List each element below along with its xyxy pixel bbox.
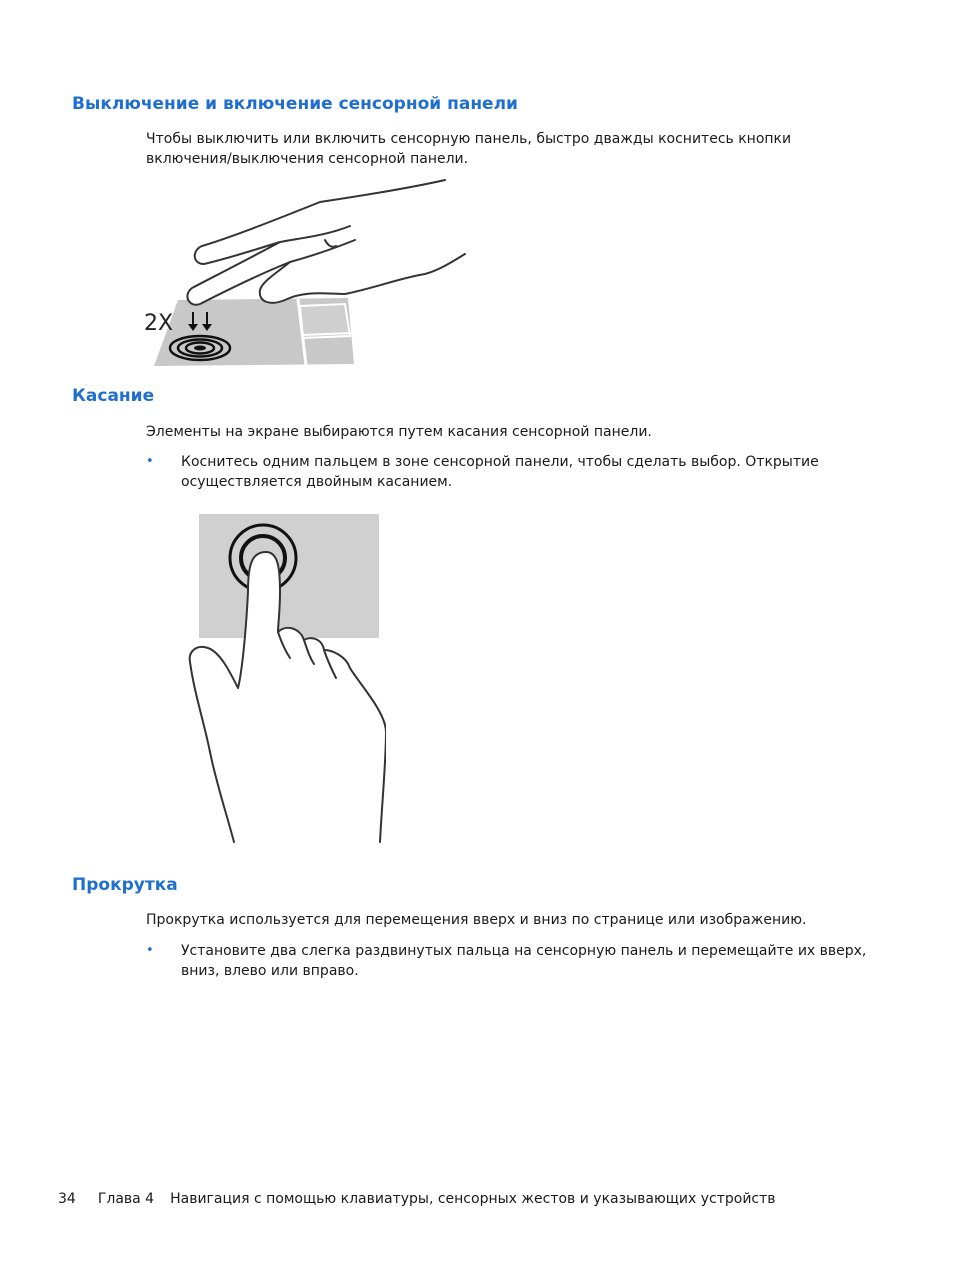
section-title-scroll: Прокрутка — [72, 875, 178, 895]
chapter-label: Глава 4 — [97, 1191, 155, 1207]
single-tap-touchpad-illustration — [186, 512, 386, 846]
double-tap-touchpad-illustration — [140, 178, 470, 370]
page-footer — [58, 1191, 776, 1207]
bullet-icon: • — [146, 454, 154, 469]
hand-drawing — [187, 180, 465, 305]
section-title-toggle-touchpad: Выключение и включение сенсорной панели — [72, 94, 518, 114]
section-title-tap: Касание — [72, 386, 155, 406]
chapter-title: Навигация с помощью клавиатуры, сенсорных жестов и указывающих устройств — [170, 1191, 776, 1207]
section-scroll-description: Прокрутка используется для перемещения вверх и вниз по странице или изображению. — [146, 912, 807, 928]
tap-rings-icon — [170, 336, 230, 360]
page-number: 34 — [58, 1191, 76, 1207]
bullet-icon: • — [146, 943, 154, 958]
section-toggle-description: Чтобы выключить или включить сенсорную панель, быстро дважды коснитесь кнопки включения/выключения сенсорной панели. — [146, 131, 792, 167]
double-tap-label: 2X — [144, 311, 174, 336]
scroll-bullet-text: Установите два слегка раздвинутых пальца на сенсорную панель и перемещайте их вверх, вниз, влево или вправо. — [181, 943, 867, 979]
section-tap-description: Элементы на экране выбираются путем касания сенсорной панели. — [146, 424, 652, 440]
tap-bullet-text: Коснитесь одним пальцем в зоне сенсорной панели, чтобы сделать выбор. Открытие осуществляется двойным касанием. — [181, 454, 819, 490]
